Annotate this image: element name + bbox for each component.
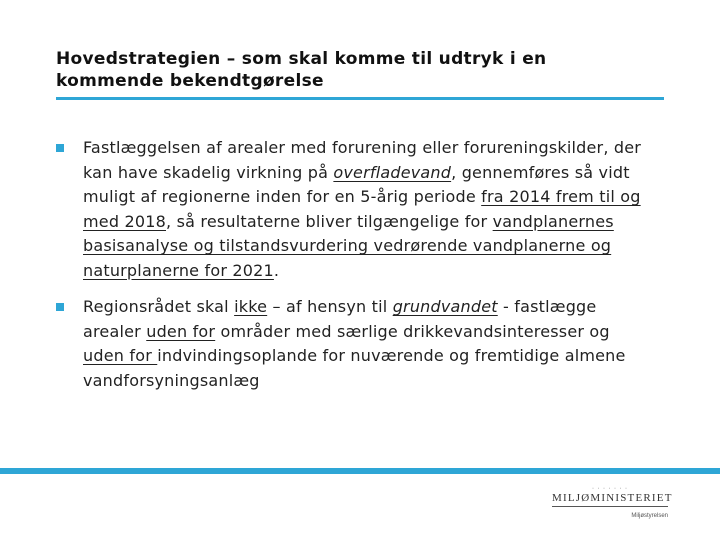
text-run: - fastlægge arealer xyxy=(83,297,597,341)
footer-bar xyxy=(0,468,720,474)
text-run: Fastlæggelsen af arealer med forurening eller forureningskilder, der kan have skadelig virkning på xyxy=(83,138,642,182)
underlined-text: ikke xyxy=(234,297,268,316)
logo-name: MILJØMINISTERIET xyxy=(552,492,668,507)
bullet-item-2 xyxy=(56,295,656,393)
title-divider xyxy=(56,97,664,100)
text-run: , så resultaterne bliver tilgængelige for xyxy=(166,211,493,231)
bullet-square-icon xyxy=(56,303,64,311)
text-run: områder med særlige drikkevandsinteresser og xyxy=(215,321,610,341)
bullet-list xyxy=(56,136,656,393)
slide-title: Hovedstrategien – som skal komme til udtryk i en kommende bekendtgørelse xyxy=(56,49,547,91)
underlined-italic-text: overfladevand xyxy=(333,162,452,182)
logo-crown-mark: · · · · · · · xyxy=(592,486,628,492)
underlined-italic-text: grundvandet xyxy=(392,297,498,316)
ministry-logo xyxy=(552,486,673,526)
text-run: , gennemføres så vidt muligt af regionerne inden for en 5-årig periode xyxy=(83,162,630,206)
logo-subtitle: Miljøstyrelsen xyxy=(631,513,668,519)
underlined-text: uden for xyxy=(83,346,158,365)
text-run: . xyxy=(273,260,280,280)
underlined-text: vandplanernes basisanalyse og tilstandsvurdering vedrørende vandplanerne og naturplanerne for 2021 xyxy=(83,211,614,280)
underlined-text: fra 2014 frem til og med 2018 xyxy=(83,187,641,231)
bullet-square-icon xyxy=(56,144,64,152)
bullet-item-1 xyxy=(56,136,656,283)
text-run: indvindingsoplande for nuværende og fremtidige almene vandforsyningsanlæg xyxy=(83,346,626,390)
underlined-text: uden for xyxy=(146,321,216,341)
text-run: – af hensyn til xyxy=(267,297,393,316)
text-run: Regionsrådet skal xyxy=(83,297,235,316)
